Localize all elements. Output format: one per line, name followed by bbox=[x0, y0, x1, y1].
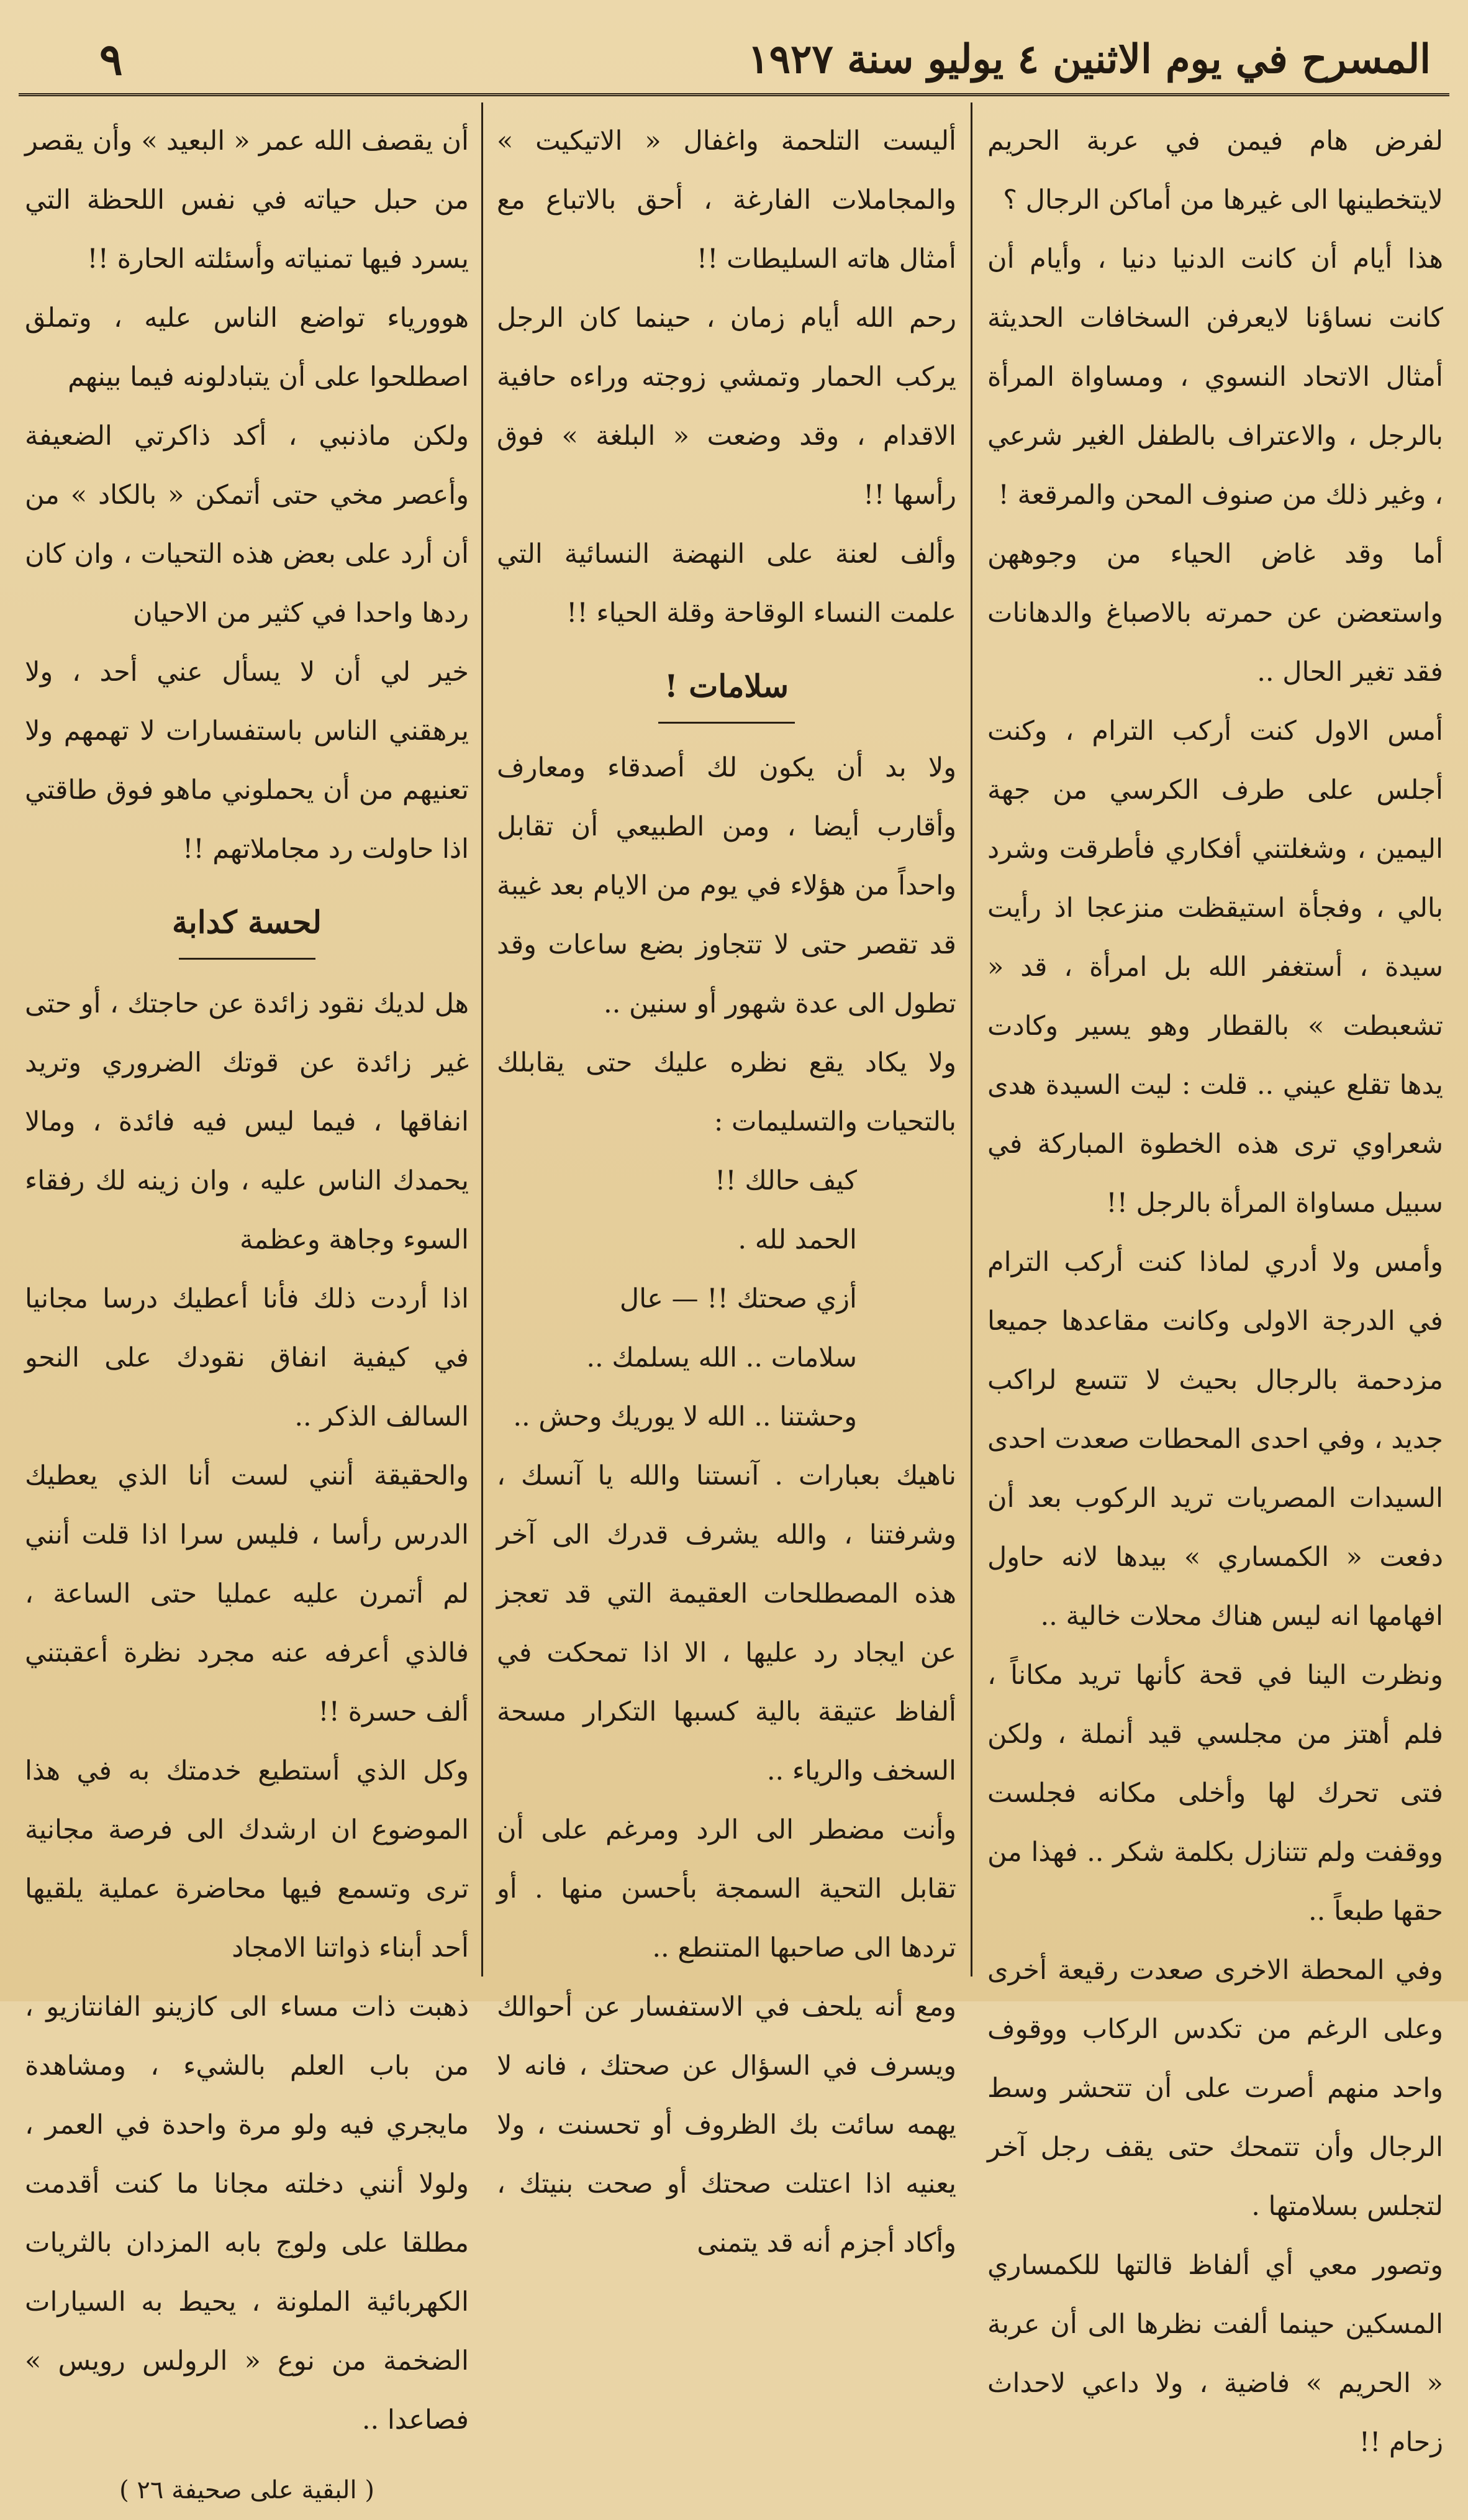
paragraph: وألف لعنة على النهضة النسائية التي علمت النساء الوقاحة وقلة الحياء !! bbox=[497, 539, 956, 629]
paragraph: هل لديك نقود زائدة عن حاجتك ، أو حتى غير زائدة عن قوتك الضروري وتريد انفاقها ، فيما ليس فيه فائدة ، ومالا يحمدك الناس عليه ، وان زينه لك رفقاء السوء وجاهة وعظمة bbox=[25, 988, 469, 1255]
column-divider bbox=[971, 102, 972, 1976]
dialog-line: أزي صحتك !! — عال bbox=[619, 1283, 857, 1314]
paragraph: وأنت مضطر الى الرد ومرغم على أن تقابل التحية السمجة بأحسن منها . أو تردها الى صاحبها المتنطع .. bbox=[497, 1814, 956, 1963]
section-heading: لحسة كدابة bbox=[172, 904, 322, 940]
dialog-line: كيف حالك !! bbox=[715, 1165, 857, 1196]
paragraph: أليست التلحمة واغفال « الاتيكيت » والمجاملات الفارغة ، أحق بالاتباع مع أمثال هاته السليطات !! bbox=[497, 125, 956, 275]
dialog-line: سلامات .. الله يسلمك .. bbox=[586, 1342, 857, 1373]
paragraph: ولا يكاد يقع نظره عليك حتى يقابلك بالتحيات والتسليمات : bbox=[497, 1047, 956, 1137]
paragraph: ونظرت الينا في قحة كأنها تريد مكاناً ، فلم أهتز من مجلسي قيد أنملة ، ولكن فتى تحرك لها وأخلى مكانه فجلست ووقفت ولم تتنازل بكلمة شكر .. فهذا من حقها طبعاً .. bbox=[987, 1660, 1443, 1927]
paragraph: ولكن ماذنبي ، أكد ذاكرتي الضعيفة وأعصر مخي حتى أتمكن « بالكاد » من أن أرد على بعض هذه التحيات ، وان كان ردها واحدا في كثير من الاحيان bbox=[25, 421, 469, 629]
page-number: ٩ bbox=[99, 33, 123, 85]
paragraph: وكل الذي أستطيع خدمتك به في هذا الموضوع ان ارشدك الى فرصة مجانية ترى وتسمع فيها محاضرة عملية يلقيها أحد أبناء ذواتنا الامجاد bbox=[25, 1755, 469, 1963]
paragraph: هذا أيام أن كانت الدنيا دنيا ، وأيام أن كانت نساؤنا لايعرفن السخافات الحديثة أمثال الاتحاد النسوي ، ومساواة المرأة بالرجل ، والاعتراف بالطفل الغير شرعي ، وغير ذلك من صنوف المحن والمرقعة ! bbox=[987, 243, 1443, 511]
paragraph: اذا أردت ذلك فأنا أعطيك درسا مجانيا في كيفية انفاق نقودك على النحو السالف الذكر .. bbox=[25, 1283, 469, 1432]
heading-rule bbox=[179, 958, 315, 960]
paragraph: أن يقصف الله عمر « البعيد » وأن يقصر من حبل حياته في نفس اللحظة التي يسرد فيها تمنياته وأسئلته الحارة !! bbox=[25, 125, 469, 275]
masthead-rule bbox=[19, 93, 1449, 96]
paragraph: ولا بد أن يكون لك أصدقاء ومعارف وأقارب أيضا ، ومن الطبيعي أن تقابل واحداً من هؤلاء في يوم من الايام بعد غيبة قد تقصر حتى لا تتجاوز بضع ساعات وقد تطول الى عدة شهور أو سنين .. bbox=[497, 752, 956, 1019]
paragraph: وتصور معي أي ألفاظ قالتها للكمساري المسكين حينما ألفت نظرها الى أن عربة « الحريم » فاضية ، ولا داعي لاحداث زحام !! bbox=[987, 2250, 1443, 2458]
paragraph: وأمس ولا أدري لماذا كنت أركب الترام في الدرجة الاولى وكانت مقاعدها جميعا مزدحمة بالرجال بحيث لا تتسع لراكب جديد ، وفي احدى المحطات صعدت احدى السيدات المصريات تريد الركوب بعد أن دفعت « الكمساري » بيدها لانه حاول افهامها انه ليس هناك محلات خالية .. bbox=[987, 1247, 1443, 1632]
column-left bbox=[25, 112, 469, 2504]
paragraph: رحم الله أيام زمان ، حينما كان الرجل يركب الحمار وتمشي زوجته وراءه حافية الاقدام ، وقد وضعت « البلغة » فوق رأسها !! bbox=[497, 302, 956, 511]
column-right bbox=[987, 112, 1443, 2458]
section-heading: سلامات ! bbox=[664, 668, 789, 704]
masthead-title: المسرح في يوم الاثنين ٤ يوليو سنة ١٩٢٧ bbox=[748, 35, 1431, 83]
masthead bbox=[19, 25, 1449, 93]
paragraph: أما وقد غاض الحياء من وجوههن واستعضن عن حمرته بالاصباغ والدهانات فقد تغير الحال .. bbox=[987, 539, 1443, 688]
paragraph: ومع أنه يلحف في الاستفسار عن أحوالك ويسرف في السؤال عن صحتك ، فانه لا يهمه سائت بك الظروف أو تحسنت ، ولا يعنيه اذا اعتلت صحتك أو صحت بنيتك ، وأكاد أجزم أنه قد يتمنى bbox=[497, 1991, 956, 2258]
paragraph: لفرض هام فيمن في عربة الحريم لايتخطينها الى غيرها من أماكن الرجال ؟ bbox=[987, 125, 1443, 216]
column-divider bbox=[481, 102, 483, 1976]
paragraph: أمس الاول كنت أركب الترام ، وكنت أجلس على طرف الكرسي من جهة اليمين ، وشغلتني أفكاري فأطرقت وشرد بالي ، وفجأة استيقظت منزعجا اذ رأيت سيدة ، أستغفر الله بل امرأة ، قد « تشعبطت » بالقطار وهو يسير وكادت يدها تقلع عيني .. قلت : ليت السيدة هدى شعراوي ترى هذه الخطوة المباركة في سبيل مساواة المرأة بالرجل !! bbox=[987, 716, 1443, 1219]
column-middle bbox=[497, 112, 956, 2258]
paragraph: ذهبت ذات مساء الى كازينو الفانتازيو ، من باب العلم بالشيء ، ومشاهدة مايجري فيه ولو مرة واحدة في العمر ، ولولا أنني دخلته مجانا ما كنت أقدمت مطلقا على ولوج بابه المزدان بالثريات الكهربائية الملونة ، يحيط به السيارات الضخمة من نوع « الرولس رويس » فصاعدا .. bbox=[25, 1991, 469, 2436]
dialog-line: الحمد لله . bbox=[738, 1224, 857, 1255]
heading-rule bbox=[658, 722, 795, 724]
paragraph: والحقيقة أنني لست أنا الذي يعطيك الدرس رأسا ، فليس سرا اذا قلت أنني لم أتمرن عليه عمليا حتى الساعة ، فالذي أعرفه عنه مجرد نظرة أعقبتني ألف حسرة !! bbox=[25, 1460, 469, 1727]
paragraph: هوورياء تواضع الناس عليه ، وتملق اصطلحوا على أن يتبادلونه فيما بينهم bbox=[25, 302, 469, 393]
continuation-note: ( البقية على صحيفة ٢٦ ) bbox=[119, 2476, 374, 2504]
paragraph: وفي المحطة الاخرى صعدت رقيعة أخرى وعلى الرغم من تكدس الركاب ووقوف واحد منهم أصرت على أن تتحشر وسط الرجال وأن تتمحك حتى يقف رجل آخر لتجلس بسلامتها . bbox=[987, 1955, 1443, 2222]
paragraph: ناهيك بعبارات . آنستنا والله يا آنسك ، وشرفتنا ، والله يشرف قدرك الى آخر هذه المصطلحات العقيمة التي قد تعجز عن ايجاد رد عليها ، الا اذا تمحكت في ألفاظ عتيقة بالية كسبها التكرار مسحة السخف والرياء .. bbox=[497, 1460, 956, 1786]
paragraph: خير لي أن لا يسأل عني أحد ، ولا يرهقني الناس باستفسارات لا تهمهم ولا تعنيهم من أن يحملوني ماهو فوق طاقتي اذا حاولت رد مجاملاتهم !! bbox=[25, 657, 469, 865]
dialog-line: وحشتنا .. الله لا يوريك وحش .. bbox=[513, 1401, 857, 1432]
